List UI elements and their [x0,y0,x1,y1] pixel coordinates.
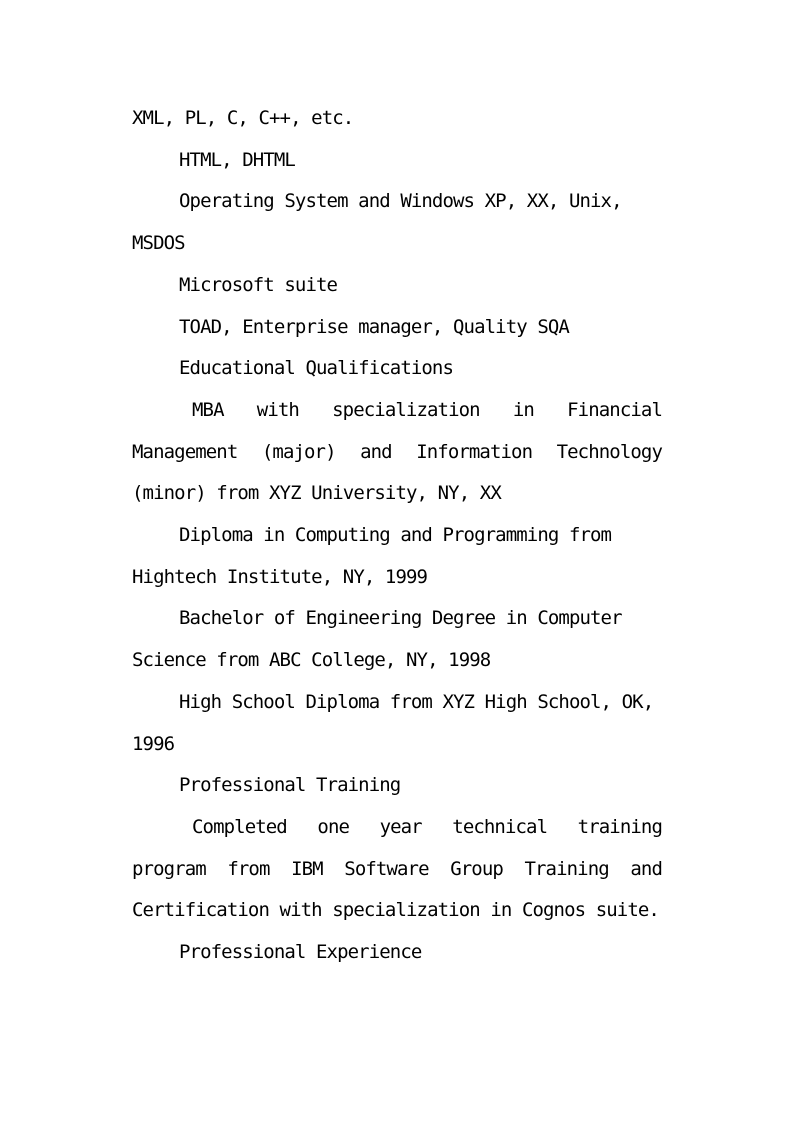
skills-web-line: HTML, DHTML [179,148,295,171]
document-body [132,98,662,974]
skills-os-line: Operating System and Windows XP, XX, Unix, MSDOS [132,190,622,255]
section-heading-education: Educational Qualifications [179,357,454,380]
skills-tools-line: TOAD, Enterprise manager, Quality SQA [179,315,569,338]
training-description: Completed one year technical training program from IBM Software Group Training and Certification with specialization in Cognos suite. [132,815,662,922]
education-mba: MBA with specialization in Financial Management (major) and Information Technology (minor) from XYZ University, NY, XX [132,398,662,505]
skills-languages-line: XML, PL, C, C++, etc. [132,107,354,129]
skills-office-line: Microsoft suite [179,273,338,296]
education-diploma: Diploma in Computing and Programming from Hightech Institute, NY, 1999 [132,524,612,588]
section-heading-training: Professional Training [179,774,401,797]
section-heading-experience: Professional Experience [179,941,422,964]
education-high-school: High School Diploma from XYZ High School, OK, 1996 [132,690,654,755]
education-bachelor: Bachelor of Engineering Degree in Computer Science from ABC College, NY, 1998 [132,607,622,672]
